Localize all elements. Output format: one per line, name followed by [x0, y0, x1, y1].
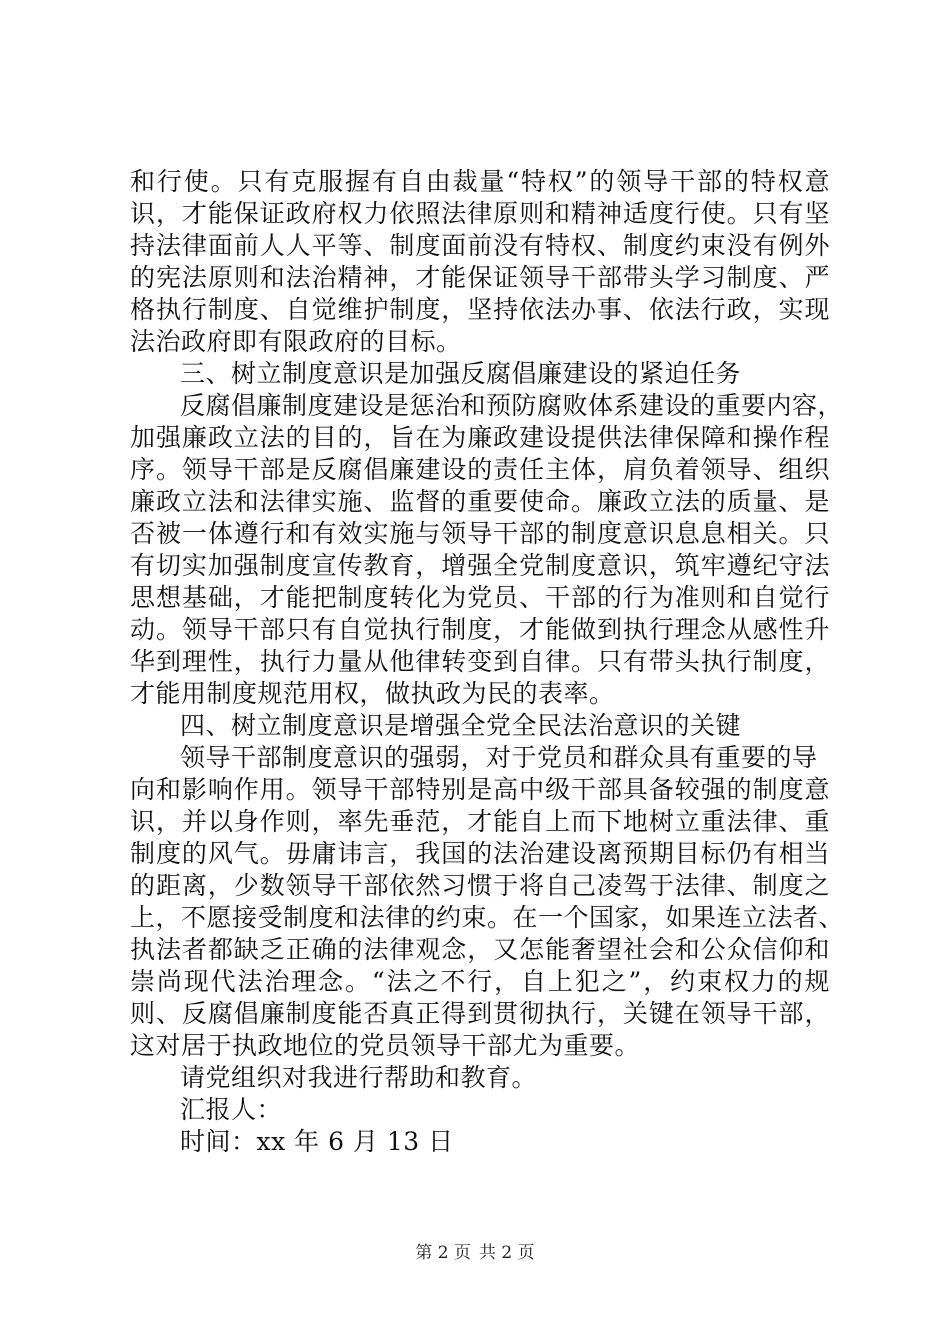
reporter-label: 汇报人： — [180, 1095, 283, 1124]
text-line: 则、反腐倡廉制度能否真正得到贯彻执行，关键在领导干部， — [130, 999, 830, 1028]
text-line: 的距离，少数领导干部依然习惯于将自己凌驾于法律、制度之 — [130, 871, 830, 900]
paragraph-section-4 — [130, 742, 845, 1062]
section-heading-4: 四、树立制度意识是增强全党全民法治意识的关键 — [180, 711, 742, 740]
text-line: 上，不愿接受制度和法律的约束。在一个国家，如果连立法者、 — [130, 903, 845, 932]
text-line: 法治政府即有限政府的目标。 — [130, 327, 462, 356]
text-line: 动。领导干部只有自觉执行制度，才能做到执行理念从感性升 — [130, 615, 830, 644]
document-body — [130, 166, 845, 1158]
paragraph-continuation — [130, 166, 830, 358]
text-line: 思想基础，才能把制度转化为党员、干部的行为准则和自觉行 — [130, 583, 830, 612]
text-line: 执法者都缺乏正确的法律观念，又怎能奢望社会和公众信仰和 — [130, 935, 830, 964]
text-line: 加强廉政立法的目的，旨在为廉政建设提供法律保障和操作程 — [130, 423, 830, 452]
page-total: 共 2 页 — [479, 1243, 535, 1263]
text-line: 反腐倡廉制度建设是惩治和预防腐败体系建设的重要内容， — [180, 391, 844, 420]
text-line: 和行使。只有克服握有自由裁量“特权”的领导干部的特权意 — [130, 167, 830, 196]
report-date: 时间：xx 年 6 月 13 日 — [180, 1127, 454, 1156]
text-line: 识，并以身作则，率先垂范，才能自上而下地树立重法律、重 — [130, 807, 830, 836]
text-line: 持法律面前人人平等、制度面前没有特权、制度约束没有例外 — [130, 231, 830, 260]
text-line: 领导干部制度意识的强弱，对于党员和群众具有重要的导 — [180, 743, 818, 772]
text-line: 否被一体遵行和有效实施与领导干部的制度意识息息相关。只 — [130, 519, 830, 548]
page-number: 第 2 页 — [415, 1243, 471, 1263]
text-line: 有切实加强制度宣传教育，增强全党制度意识，筑牢遵纪守法 — [130, 551, 830, 580]
text-line: 华到理性，执行力量从他律转变到自律。只有带头执行制度， — [130, 647, 830, 676]
text-line: 才能用制度规范用权，做执政为民的表率。 — [130, 679, 615, 708]
text-line: 序。领导干部是反腐倡廉建设的责任主体，肩负着领导、组织 — [130, 455, 830, 484]
closing-request: 请党组织对我进行帮助和教育。 — [180, 1063, 538, 1092]
paragraph-section-3 — [130, 390, 844, 710]
text-line: 崇尚现代法治理念。“法之不行，自上犯之”，约束权力的规 — [130, 967, 830, 996]
text-line: 这对居于执政地位的党员领导干部尤为重要。 — [130, 1031, 641, 1060]
text-line: 向和影响作用。领导干部特别是高中级干部具备较强的制度意 — [130, 775, 830, 804]
text-line: 的宪法原则和法治精神，才能保证领导干部带头学习制度、严 — [130, 263, 830, 292]
text-line: 廉政立法和法律实施、监督的重要使命。廉政立法的质量、是 — [130, 487, 830, 516]
text-line: 格执行制度、自觉维护制度，坚持依法办事、依法行政，实现 — [130, 295, 830, 324]
text-line: 制度的风气。毋庸讳言，我国的法治建设离预期目标仍有相当 — [130, 839, 830, 868]
text-line: 识，才能保证政府权力依照法律原则和精神适度行使。只有坚 — [130, 199, 830, 228]
page-footer — [0, 1242, 950, 1264]
section-heading-3: 三、树立制度意识是加强反腐倡廉建设的紧迫任务 — [180, 359, 742, 388]
